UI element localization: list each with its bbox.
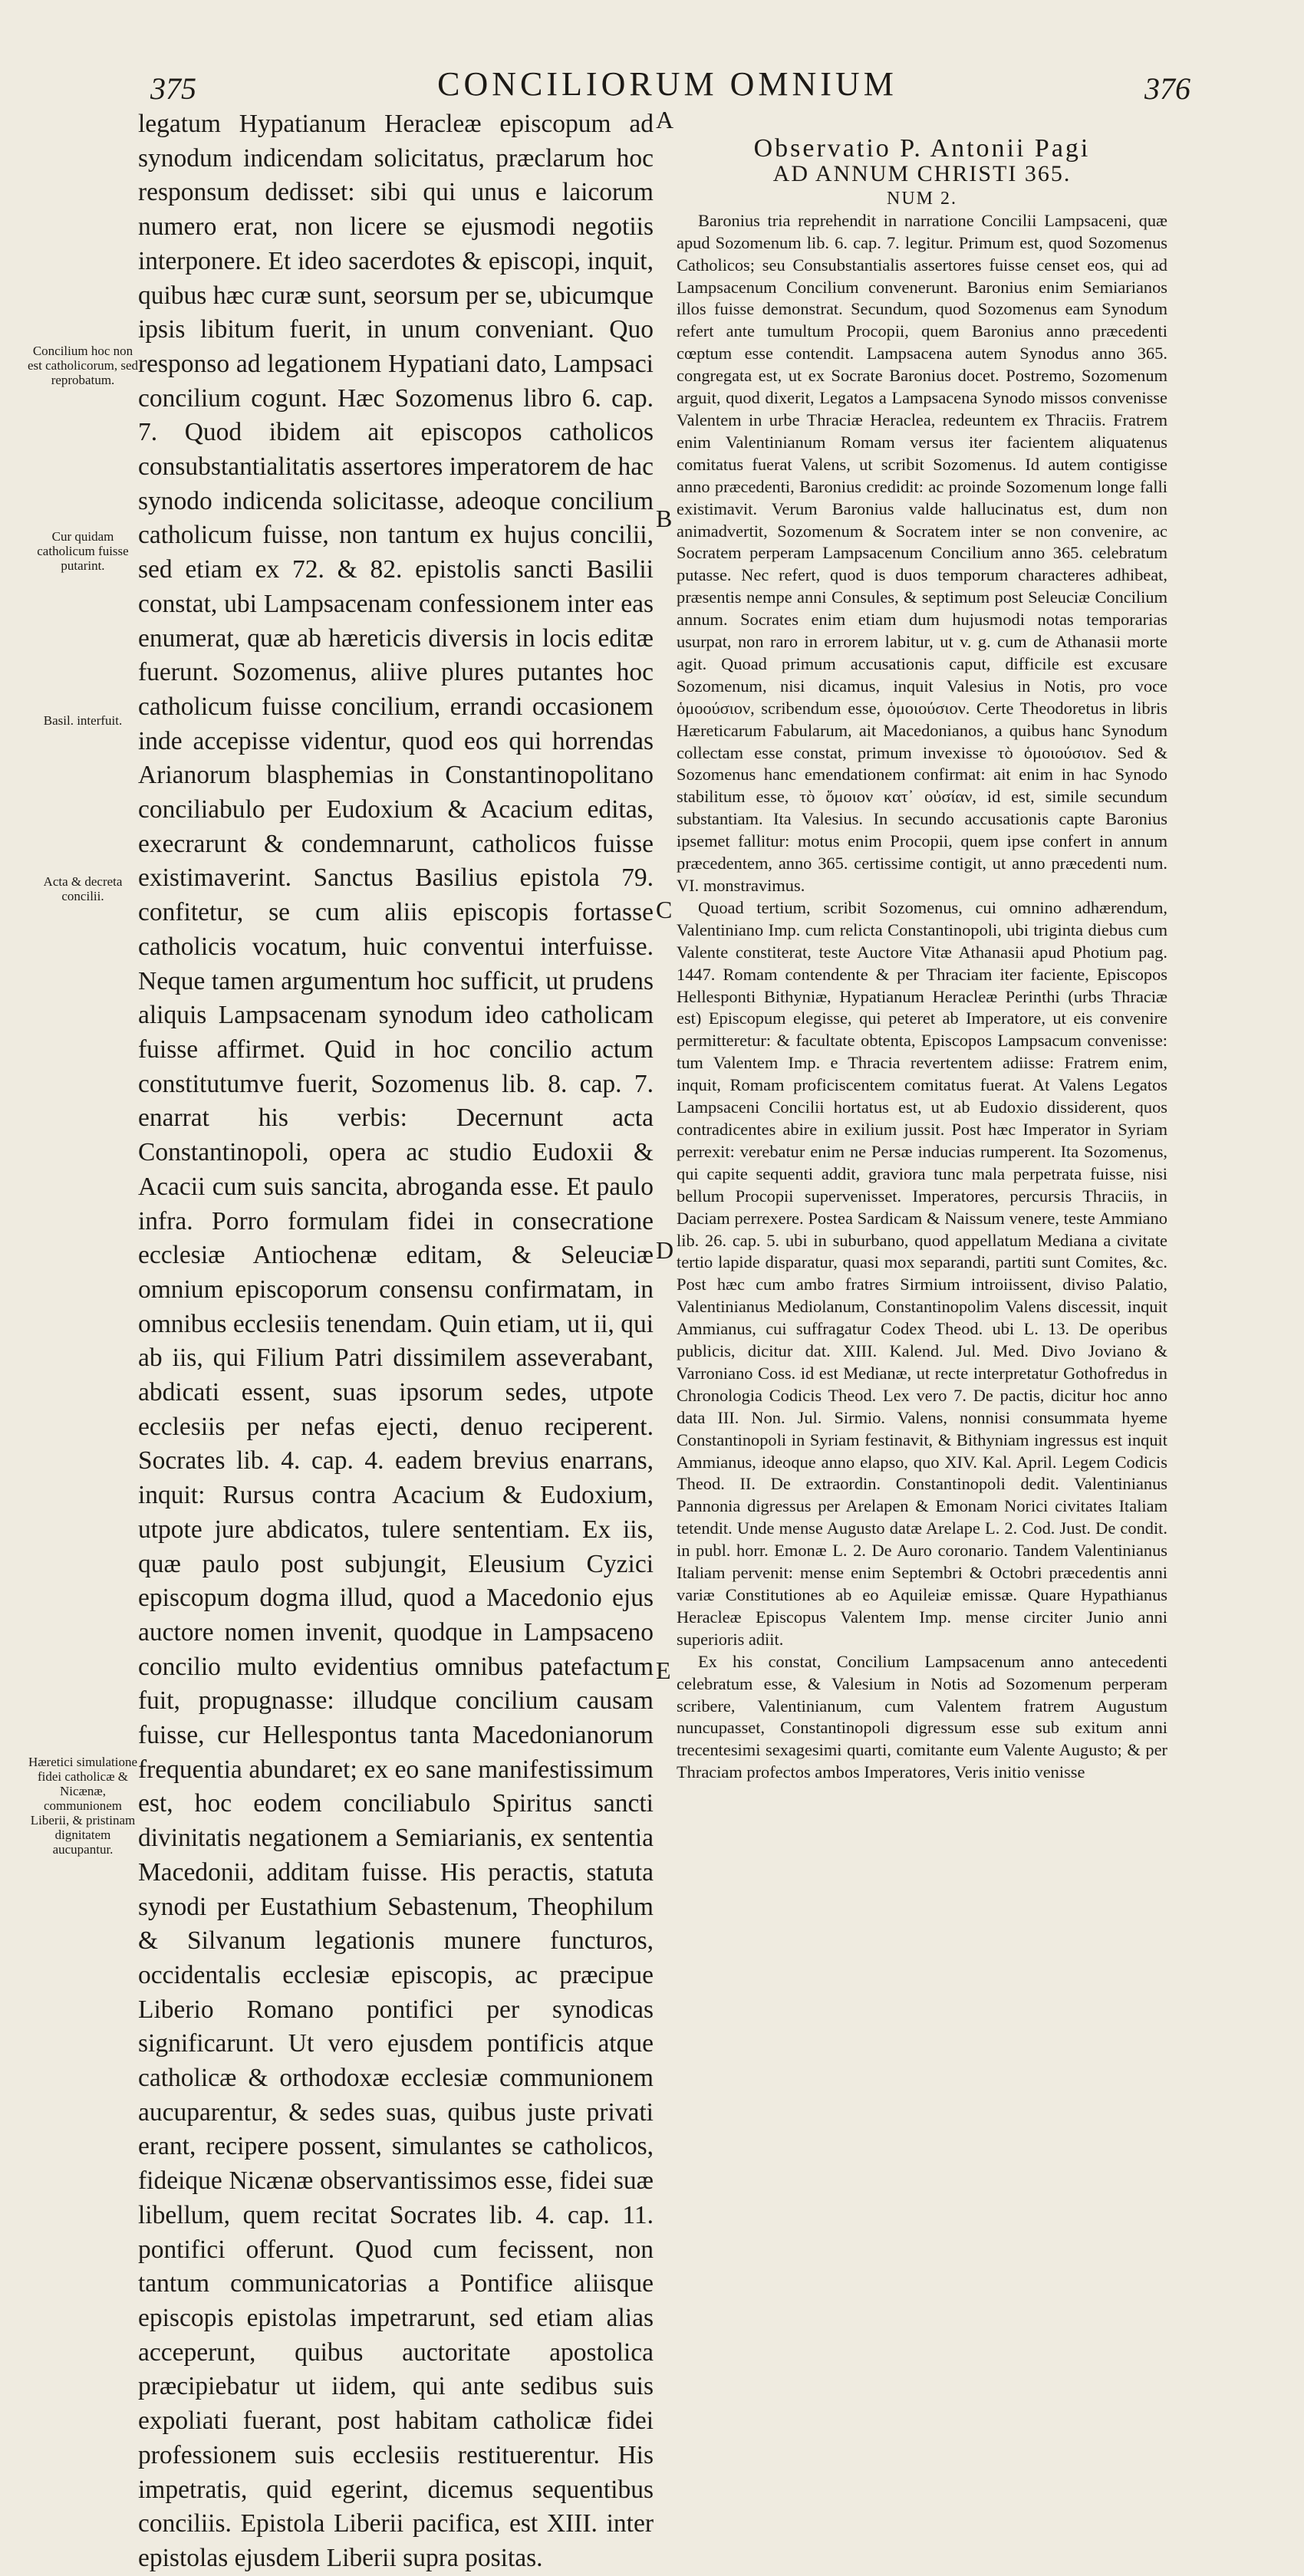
page-number-left: 375 xyxy=(150,71,196,106)
margin-note: Concilium hoc non est catholicorum, sed reprobatum. xyxy=(28,344,138,387)
left-text-column xyxy=(138,107,654,2572)
paragraph: Quoad tertium, scribit Sozomenus, cui omnino adhærendum, Valentiniano Imp. cum relicta Constantinopoli, ubi triginta diebus cum Valente constiterat, teste Auctore Vitæ Athanasii apud Photium pag. 1447. Romam contendente & per Thraciam iter faciente, Episcopos Hellesponti Bithyniæ, Hypatianum Heracleæ Perinthi (urbs Thraciæ est) Episcopum elegisse, qui peteret ab Imperatore, ut eis convenire permitteretur: & facultate obtenta, Episcopos Lampsacum convenisse: tum Valentem Imp. e Thracia revertentem adiisse: Fratrem enim, inquit, Romam proficiscentem comitatus fuerat. At Valens Legatos Lampsaceni Concilii hortatus est, ut ab Eudoxio dissiderent, quos contradicentes abire in exilium jussit. Post hæc Imperator in Syriam perrexit: verebatur enim ne Persæ inducias rumperent. Ita Sozomenus, qui capite sequenti addit, graviora tunc mala perpetrata fuisse, nisi bellum Procopii supervenisset. Imperatores, percursis Thraciis, in Daciam perrexere. Postea Sardicam & Naissum venere, teste Ammiano lib. 26. cap. 5. ubi in suburbano, quod appellatum Mediana a civitate tertio lapide disparatur, quasi mox separandi, partiti sunt Comites, &c. Post hæc cum ambo fratres Sirmium introiissent, diviso Palatio, Valentinianus Mediolanum, Constantinopolim Valens discessit, inquit Ammianus, cui suffragatur Codex Theod. ubi L. 13. De operibus publicis, dicitur dat. XIII. Kalend. Jul. Med. Divo Joviano & Varroniano Coss. id est Medianæ, ut recte interpretatur Gothofredus in Chronologia Codicis Theod. Lex vero 7. De pactis, dicitur hoc anno data III. Non. Jul. Sirmio. Valens, nonnisi consummata hyeme Constantinopoli in Syriam festinavit, & Bithyniam ingressus est inquit Ammianus, ideoque anno elapso, quo XIV. Kal. April. Legem Codicis Theod. II. De extraordin. Constantinopoli dedit. Valentinianus Pannonia digressus per Arelapen & Emonam Norici civitates Italiam tetendit. Unde mense Augusto datæ Arelape L. 2. Cod. Just. De condit. in publ. horr. Emonæ L. 2. De Auro coronario. Tandem Valentinianus Italiam pervenit: mense enim Septembri & Octobri præcedentis anni variæ Constitutiones ab eo Aquileiæ emissæ. Quare Hypathianus Heracleæ Episcopus Valentem Imp. mense circiter Junio anni superioris adiit. xyxy=(677,897,1167,1649)
section-marker: C xyxy=(656,896,673,923)
observation-subheading: AD ANNUM CHRISTI 365. xyxy=(772,160,1072,186)
left-column-text: legatum Hypatianum Heracleæ episcopum ad synodum indicendam solicitatus, præclarum hoc responsum dedisset: sibi qui unus e laicorum numero erat, non licere se ejusmodi negotiis interponere. Et ideo sacerdotes & episcopi, inquit, quibus hæc curæ sunt, seorsum per se, ubicumque ipsis libitum fuerit, in unum conveniant. Quo responso ad legationem Hypatiani dato, Lampsaci concilium cogunt. Hæc Sozomenus libro 6. cap. 7. Quod ibidem ait episcopos catholicos consubstantialitatis assertores imperatorem de hac synodo indicenda solicitasse, adeoque concilium catholicum fuisse, non tantum ex hujus concilii, sed etiam ex 72. & 82. epistolis sancti Basilii constat, ubi Lampsacenam confessionem inter eas enumerat, quæ ab hæreticis diversis in locis editæ fuerunt. Sozomenus, aliive plures putantes hoc catholicum fuisse concilium, errandi occasionem inde accepisse videntur, quod eos qui horrendas Arianorum blasphemias in Constantinopolitano conciliabulo per Eudoxium & Acacium editas, execrarunt & condemnarunt, catholicos fuisse existimaverint. Sanctus Basilius epistola 79. confitetur, se cum aliis episcopis fortasse catholicis vocatum, huic conventui interfuisse. Neque tamen argumentum hoc sufficit, ut prudens aliquis Lampsacenam synodum ideo catholicam fuisse affirmet. Quid in hoc concilio actum constitutumve fuerit, Sozomenus lib. 8. cap. 7. enarrat his verbis: Decernunt acta Constantinopoli, opera ac studio Eudoxii & Acacii cum suis sancita, abroganda esse. Et paulo infra. Porro formulam fidei in consecratione ecclesiæ Antiochenæ editam, & Seleuciæ omnium episcoporum consensu confirmatam, in omnibus ecclesiis tenendam. Quin etiam, ut ii, qui ab iis, qui Filium Patri dissimilem asseverabant, abdicati essent, suas ipsorum sedes, utpote ecclesiis per nefas ejecti, denuo reciperent. Socrates lib. 4. cap. 4. eadem brevius enarrans, inquit: Rursus contra Acacium & Eudoxium, utpote jure abdicatos, tulere sententiam. Ex iis, quæ paulo post subjungit, Eleusium Cyzici episcopum dogma illud, quod a Macedonio ejus auctore nomen invenit, quodque in Lampsaceno concilio multo evidentius omnibus patefactum fuit, propugnasse: illudque concilium causam fuisse, cur Hellespontus tanta Macedonianorum frequentia abundaret; ex eo sane manifestissimum est, hoc eodem conciliabulo Spiritus sancti divinitatis negationem a Semiarianis, ex sententia Macedonii, additam fuisse. His peractis, statuta synodi per Eustathium Sebastenum, Theophilum & Silvanum legationis munere functuros, occidentalis ecclesiæ episcopis, ac præcipue Liberio Romano pontifici per synodicas significarunt. Ut vero ejusdem pontificis atque catholicæ & orthodoxæ ecclesiæ communionem aucuparentur, & sedes suas, quibus juste privati erant, recipere possent, simulantes se catholicos, fideique Nicænæ observantissimos esse, fidei suæ libellum, quem recitat Socrates lib. 4. cap. 11. pontifici offerunt. Quod cum fecissent, non tantum communicatorias a Pontifice aliisque episcopis epistolas impetrarunt, sed etiam alias acceperunt, quibus auctoritate apostolica præcipiebatur ut iidem, qui ante sedibus suis expoliati fuerant, post habitam catholicæ fidei professionem suis ecclesiis restituerentur. His impetratis, quid egerint, dicemus sequentibus conciliis. Epistola Liberii pacifica, est XIII. inter epistolas ejusdem Liberii supra positas. xyxy=(138,110,654,2572)
section-marker: A xyxy=(656,106,674,133)
observation-heading: Observatio P. Antonii Pagi xyxy=(753,134,1091,163)
margin-note: Acta & decreta concilii. xyxy=(43,874,123,903)
page-number-right: 376 xyxy=(1144,71,1190,106)
margin-note: Hæretici simulatione fidei catholicæ & Nicænæ, communionem Liberii, & pristinam dignitatem aucupantur. xyxy=(28,1755,138,1857)
running-title: CONCILIORUM OMNIUM xyxy=(437,65,897,103)
paragraph: Ex his constat, Concilium Lampsacenum anno antecedenti celebratum esse, & Valesium in Notis ad Sozomenum perperam scribere, Valentinianum, cum Valentem fratrem Augustum nuncupasset, Constantinopoli digressum esse sub exitum anni trecentesimi sexagesimi quarti, comitante eum Valente Augusto; & per Thraciam profectos ambos Imperatores, Veris initio venisse xyxy=(677,1651,1167,1782)
observation-number: NUM 2. xyxy=(886,188,957,209)
section-marker: B xyxy=(656,505,673,532)
margin-note: Basil. interfuit. xyxy=(43,713,123,728)
section-marker: E xyxy=(656,1656,671,1684)
margin-note: Cur quidam catholicum fuisse putarint. xyxy=(37,529,129,573)
paragraph: Baronius tria reprehendit in narratione Concilii Lampsaceni, quæ apud Sozomenum lib. 6. cap. 7. legitur. Primum est, quod Sozomenus Catholicos; seu Consubstantialis assertores fuisse censet eos, qui ad Lampsacenum Concilium convenerunt. Baronius enim Semiarianos illos fuisse demonstrat. Secundum, quod Sozomenus eam Synodum refert ante tumultum Procopii, quem Baronius anno præcedenti cœptum esse contendit. Lampsacena autem Synodus anno 365. congregata est, ut ex Socrate Baronius docet. Postremo, Sozomenum arguit, quod dixerit, Legatos a Lampsacena Synodo missos convenisse Valentem in urbe Thraciæ Heraclea, redeuntem ex Thraciis. Fratrem enim Valentinianum Romam versus iter facientem aliquatenus comitatus fuerat Valens, ut scribit Sozomenus. Id autem contigisse anno præcedenti, Baronius credidit: ac proinde Sozomenum longe falli existimavit. Verum Baronius valde hallucinatus est, dum non animadvertit, Sozomenum & Socratem inter se non convenire, ac Socratem perperam Lampsacenum Concilium anno 365. celebratum putasse. Nec refert, quod is duos temporum characteres adhibeat, præsentis nempe anni Consules, & septimum post Seleuciæ Concilium annum. Socrates enim etiam dum hujusmodi notas temporarias usurpat, non raro in errorem labitur, ut v. g. cum de Athanasii morte agit. Quoad primum accusationis caput, difficile est excusare Sozomenum, nisi dicamus, inquit Valesius in Notis, pro voce ὁμοούσιον, scribendum esse, ὁμοιούσιον. Certe Theodoretus in libris Hæreticarum Fabularum, ait Macedonianos, a quibus hanc Synodum collectam esse constat, primum invexisse τὸ ὁμοιούσιον. Sed & Sozomenus hanc emendationem confirmat: ait enim in hac Synodo stabilitum esse, τὸ ὅμοιον κατ᾽ οὐσίαν, id est, simile secundum substantiam. Ita Valesius. In secundo accusationis capte Baronius ipsemet fallitur: motus enim Procopii, quem ipse confert in annum præcedentem, anno 365. certissime contigit, ut anno præcedenti num. VI. monstravimus. xyxy=(677,210,1167,895)
section-marker: D xyxy=(656,1236,674,1264)
right-text-column xyxy=(677,134,1167,2101)
